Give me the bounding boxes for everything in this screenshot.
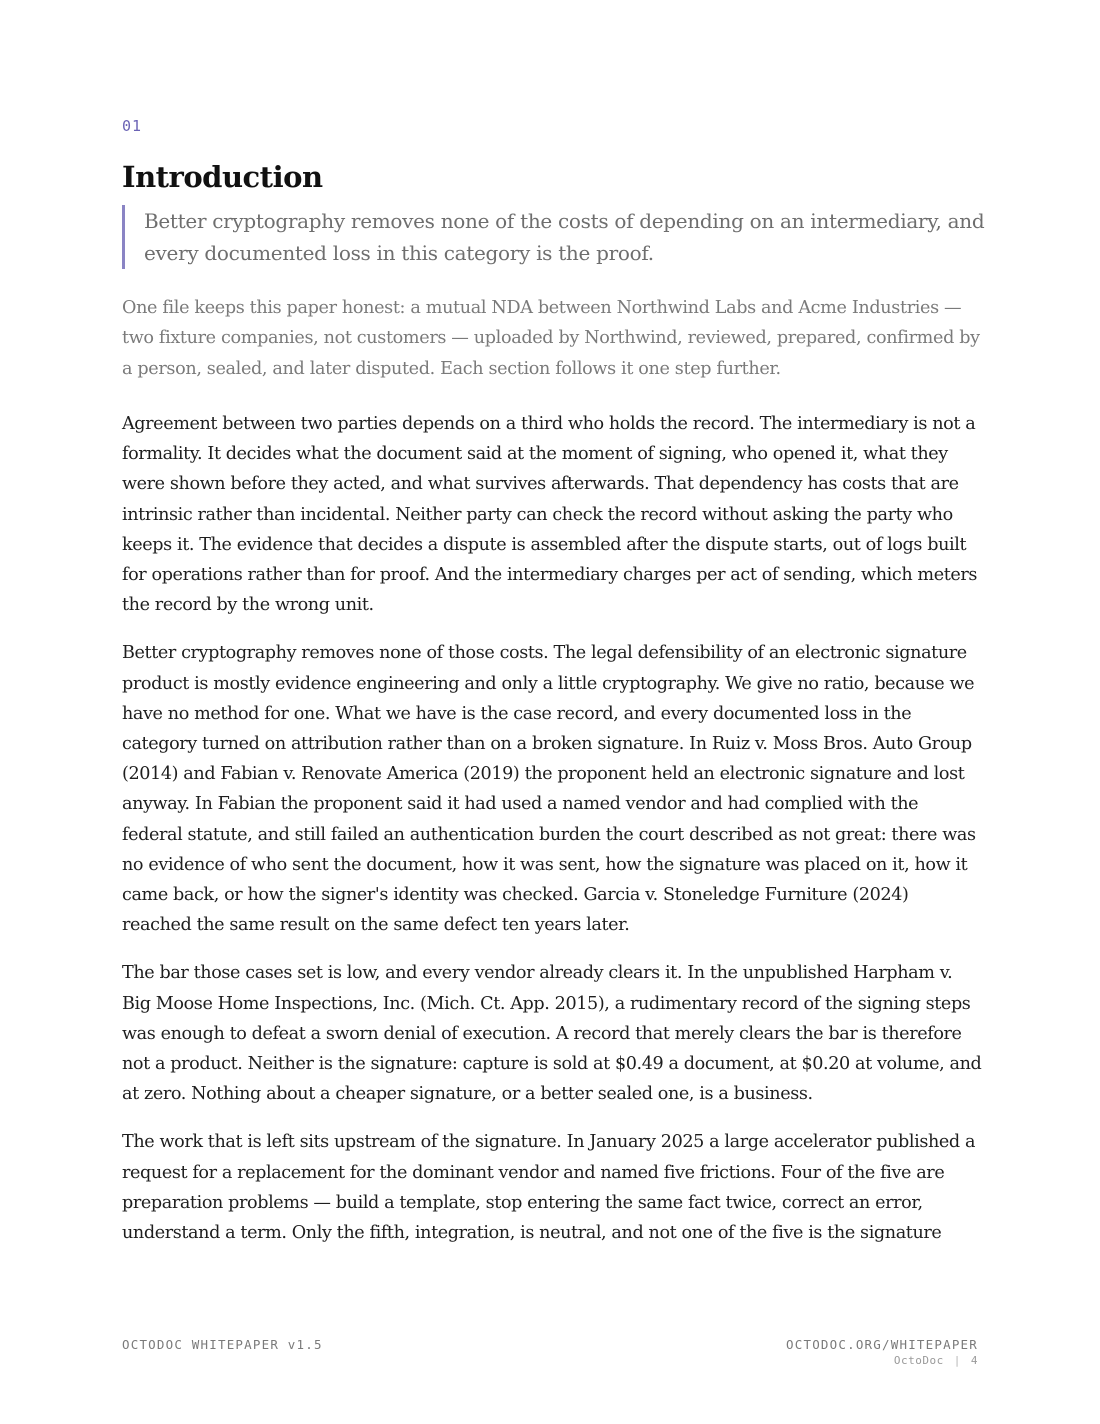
footer-url: OCTODOC.ORG/WHITEPAPER: [786, 1337, 978, 1352]
lede-paragraph: One file keeps this paper honest: a mutual NDA between Northwind Labs and Acme Industries — two fixture companies, not customers — uploaded by Northwind, reviewed, prepared, confirmed by a person, sealed, and later disputed. Each section follows it one step further.: [122, 298, 980, 379]
section-number: 01: [122, 117, 143, 135]
pullquote: Better cryptography removes none of the costs of depending on an intermediary, and every documented loss in this category is the proof.: [122, 205, 1004, 269]
section-title: Introduction: [122, 160, 323, 194]
body-paragraph: The bar those cases set is low, and every vendor already clears it. In the unpublished Harpham v. Big Moose Home Inspections, Inc. (Mich. Ct. App. 2015), a rudimentary record of the signing steps was enough to defeat a sworn denial of execution. A record that merely clears the bar is therefore not a product. Neither is the signature: capture is sold at $0.49 a document, at $0.20 at volume, and at zero. Nothing about a cheaper signature, or a better sealed one, is a business.: [122, 963, 982, 1105]
body-text: [122, 409, 982, 1266]
footer-meta: [786, 1354, 978, 1367]
footer-separator: |: [953, 1354, 961, 1367]
body-paragraph: Better cryptography removes none of those costs. The legal defensibility of an electronic signature product is mostly evidence engineering and only a little cryptography. We give no ratio, because we have no method for one. What we have is the case record, and every documented loss in the category turned on attribution rather than on a broken signature. In Ruiz v. Moss Bros. Auto Group (2014) and Fabian v. Renovate America (2019) the proponent held an electronic signature and lost anyway. In Fabian the proponent said it had used a named vendor and had complied with the federal statute, and still failed an authentication burden the court described as not great: there was no evidence of who sent the document, how it was sent, how the signature was placed on it, how it came back, or how the signer's identity was checked. Garcia v. Stoneledge Furniture (2024) reached the same result on the same defect ten years later.: [122, 643, 976, 936]
footer-brand: OctoDoc: [893, 1354, 944, 1367]
footer-right: [786, 1337, 978, 1367]
footer-doc-title: OCTODOC WHITEPAPER v1.5: [122, 1337, 323, 1352]
body-paragraph: Agreement between two parties depends on a third who holds the record. The intermediary is not a formality. It decides what the document said at the moment of signing, who opened it, what they were shown before they acted, and what survives afterwards. That dependency has costs that are intrinsic rather than incidental. Neither party can check the record without asking the party who keeps it. The evidence that decides a dispute is assembled after the dispute starts, out of logs built for operations rather than for proof. And the intermediary charges per act of sending, which meters the record by the wrong unit.: [122, 414, 978, 616]
body-paragraph: The work that is left sits upstream of the signature. In January 2025 a large accelerator published a request for a replacement for the dominant vendor and named five frictions. Four of the five are preparation problems — build a template, stop entering the same fact twice, correct an error, understand a term. Only the fifth, integration, is neutral, and not one of the five is the signature: [122, 1132, 976, 1244]
page-number: 4: [970, 1354, 978, 1367]
